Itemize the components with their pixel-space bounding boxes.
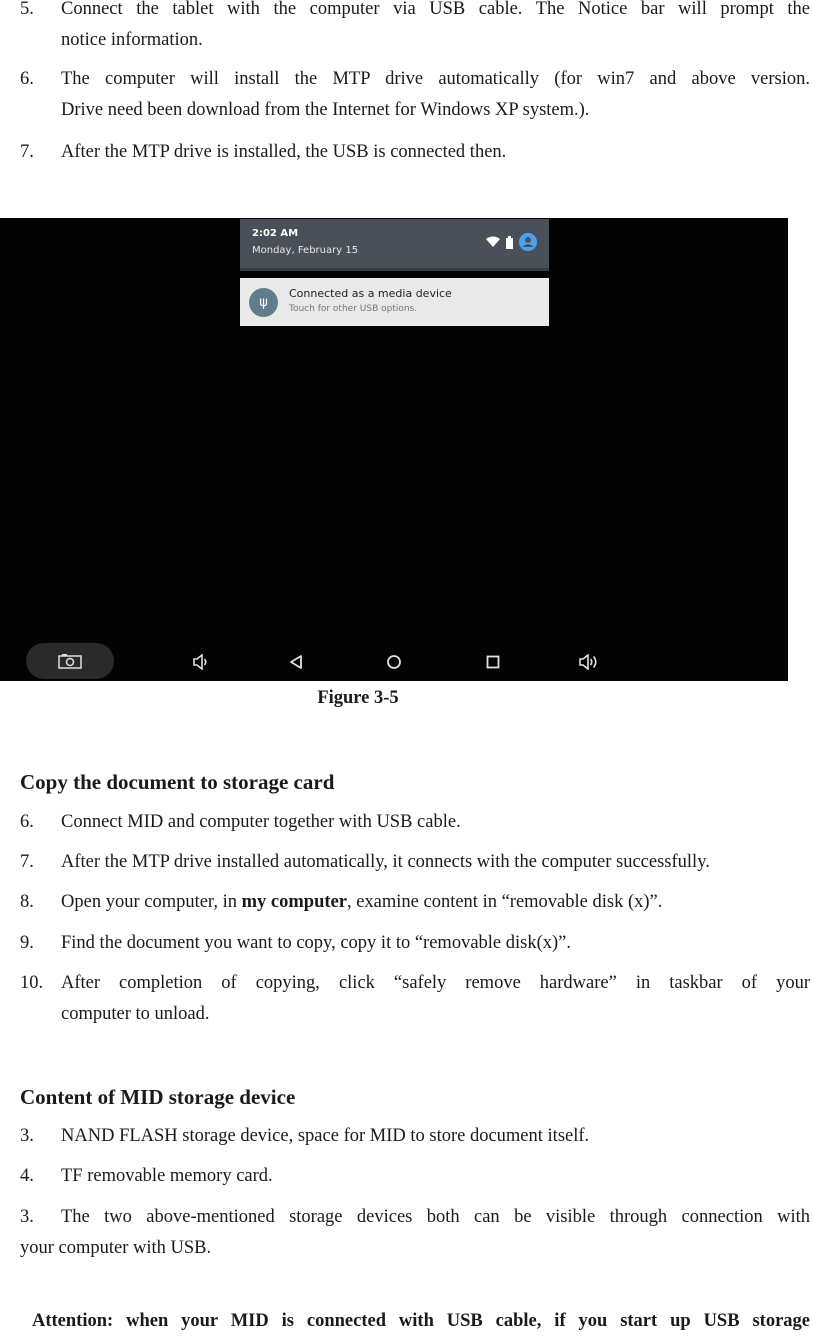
tablet-screenshot-figure bbox=[0, 218, 788, 681]
step-text: NAND FLASH storage device, space for MID to store document itself. bbox=[61, 1126, 590, 1146]
wifi-icon bbox=[486, 236, 500, 248]
step-number: 7. bbox=[20, 142, 34, 162]
copy-step-7 bbox=[20, 847, 810, 878]
attention-note: Attention: when your MID is connected with USB cable, if you start up USB storage bbox=[32, 1311, 810, 1331]
copy-step-8 bbox=[20, 887, 810, 918]
step-text-line-2: your computer with USB. bbox=[20, 1238, 212, 1258]
battery-icon bbox=[506, 236, 513, 249]
status-date: Monday, February 15 bbox=[252, 245, 359, 256]
step-text-line-2: notice information. bbox=[61, 30, 203, 50]
step-text-line-2: computer to unload. bbox=[61, 1004, 210, 1024]
content-step-3 bbox=[20, 1121, 810, 1152]
section-heading-content: Content of MID storage device bbox=[20, 1085, 296, 1109]
step-text-line-1: Connect the tablet with the computer via USB cable. The Notice bar will prompt the bbox=[61, 0, 810, 19]
step-text bbox=[61, 887, 810, 918]
back-icon bbox=[289, 654, 303, 670]
copy-step-10 bbox=[20, 968, 810, 1030]
copy-step-9 bbox=[20, 928, 810, 959]
step-number: 3. bbox=[20, 1207, 34, 1227]
volume-down-icon bbox=[192, 654, 210, 670]
step-text-line-1: The two above-mentioned storage devices both can be visible through connection with bbox=[61, 1207, 810, 1227]
step-text-line-1: The computer will install the MTP drive automatically (for win7 and above version. bbox=[61, 69, 810, 89]
home-icon bbox=[386, 654, 402, 670]
step-number: 9. bbox=[20, 933, 34, 953]
figure-caption: Figure 3-5 bbox=[317, 688, 399, 708]
status-time: 2:02 AM bbox=[252, 228, 299, 239]
step-text-pre: Open your computer, in bbox=[61, 892, 242, 912]
step-number: 6. bbox=[20, 812, 34, 832]
section-heading-copy: Copy the document to storage card bbox=[20, 770, 335, 794]
home-button[interactable] bbox=[379, 642, 409, 681]
step-text: TF removable memory card. bbox=[61, 1166, 273, 1186]
recents-button[interactable] bbox=[478, 642, 508, 681]
back-button[interactable] bbox=[281, 642, 311, 681]
navigation-bar bbox=[0, 642, 788, 681]
step-6 bbox=[20, 64, 810, 126]
usb-notification[interactable] bbox=[240, 278, 549, 326]
step-number: 10. bbox=[20, 973, 44, 993]
step-text: Connect MID and computer together with USB cable. bbox=[61, 812, 461, 832]
status-icons bbox=[486, 233, 537, 251]
step-text-line-1: After completion of copying, click “safely remove hardware” in taskbar of your bbox=[61, 973, 810, 993]
step-text-post: , examine content in “removable disk (x)”. bbox=[346, 892, 663, 912]
step-number: 4. bbox=[20, 1166, 34, 1186]
my-computer-term: my computer bbox=[241, 892, 347, 912]
step-number: 7. bbox=[20, 852, 34, 872]
step-text: Find the document you want to copy, copy it to “removable disk(x)”. bbox=[61, 933, 572, 953]
content-step-3b bbox=[20, 1202, 810, 1264]
volume-down-button[interactable] bbox=[186, 642, 216, 681]
recents-icon bbox=[486, 655, 500, 669]
usb-icon: ψ bbox=[249, 288, 278, 317]
user-icon[interactable] bbox=[519, 233, 537, 251]
volume-up-icon bbox=[578, 654, 600, 670]
camera-icon bbox=[58, 653, 82, 669]
step-text: After the MTP drive installed automatically, it connects with the computer successfully. bbox=[61, 852, 710, 872]
status-header bbox=[240, 219, 549, 271]
step-number: 3. bbox=[20, 1126, 34, 1146]
notification-title: Connected as a media device bbox=[289, 287, 452, 300]
step-text-line-2: Drive need been download from the Internet for Windows XP system.). bbox=[61, 100, 590, 120]
notification-subtitle: Touch for other USB options. bbox=[289, 304, 418, 314]
step-7 bbox=[20, 137, 810, 168]
step-number: 5. bbox=[20, 0, 34, 19]
content-step-4 bbox=[20, 1161, 810, 1192]
step-5 bbox=[20, 0, 810, 56]
screenshot-button[interactable] bbox=[26, 643, 114, 679]
step-number: 8. bbox=[20, 892, 34, 912]
volume-up-button[interactable] bbox=[573, 642, 605, 681]
copy-step-6 bbox=[20, 807, 810, 838]
step-number: 6. bbox=[20, 69, 34, 89]
step-text: After the MTP drive is installed, the USB is connected then. bbox=[61, 142, 507, 162]
